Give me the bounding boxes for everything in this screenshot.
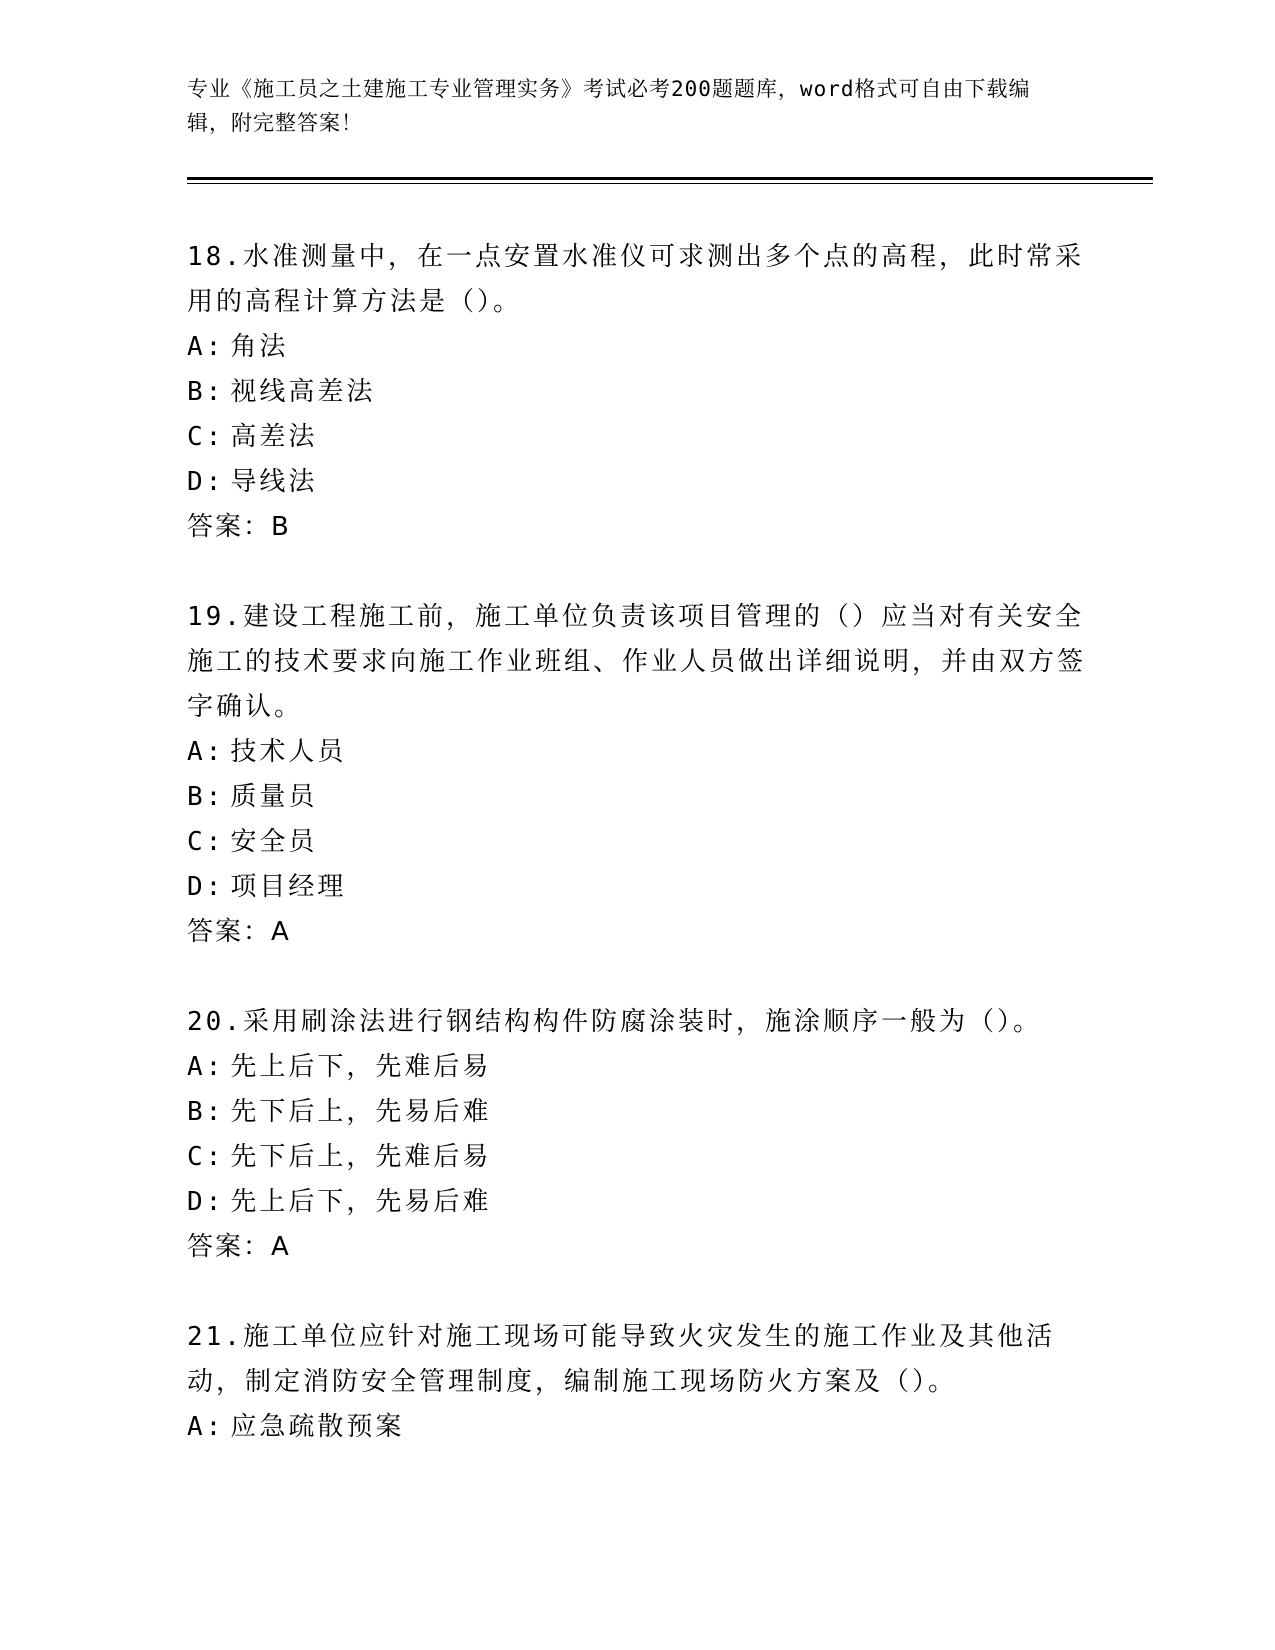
option-letter: A	[187, 1052, 206, 1082]
option-text: 技术人员	[230, 737, 347, 767]
option-letter: A	[187, 1412, 206, 1442]
option-d	[187, 865, 1087, 910]
option-separator: :	[205, 377, 225, 407]
answer-value: A	[271, 1232, 291, 1262]
question-list	[187, 235, 1087, 1495]
option-separator: :	[205, 1412, 225, 1442]
question-stem	[187, 595, 1087, 730]
option-text: 视线高差法	[230, 377, 376, 407]
option-separator: :	[205, 782, 225, 812]
option-separator: :	[205, 737, 225, 767]
option-letter: D	[187, 467, 206, 497]
option-b	[187, 775, 1087, 820]
option-letter: D	[187, 872, 206, 902]
option-a	[187, 325, 1087, 370]
option-text: 先下后上，先易后难	[230, 1097, 492, 1127]
option-a	[187, 730, 1087, 775]
option-text: 先上后下，先易后难	[230, 1187, 492, 1217]
question-stem	[187, 1000, 1087, 1045]
question-text: 施工单位应针对施工现场可能导致火灾发生的施工作业及其他活动，制定消防安全管理制度，编制施工现场防火方案及（）。	[187, 1322, 1055, 1397]
option-d	[187, 1180, 1087, 1225]
question-text: 建设工程施工前，施工单位负责该项目管理的（）应当对有关安全施工的技术要求向施工作业班组、作业人员做出详细说明，并由双方签字确认。	[187, 602, 1087, 722]
question-20	[187, 1000, 1087, 1270]
question-21	[187, 1315, 1087, 1450]
option-text: 质量员	[230, 782, 318, 812]
option-letter: D	[187, 1187, 206, 1217]
option-d	[187, 460, 1087, 505]
option-text: 先下后上，先难后易	[230, 1142, 492, 1172]
option-separator: :	[205, 827, 225, 857]
answer-line	[187, 505, 1087, 550]
option-text: 角法	[230, 332, 289, 362]
option-c	[187, 415, 1087, 460]
option-letter: B	[187, 782, 206, 812]
question-18	[187, 235, 1087, 550]
option-text: 项目经理	[230, 872, 347, 902]
option-separator: :	[205, 1097, 225, 1127]
document-header: 专业《施工员之土建施工专业管理实务》考试必考200题题库，word格式可自由下载编辑，附完整答案！	[187, 77, 1031, 135]
option-c	[187, 820, 1087, 865]
answer-value: B	[271, 512, 291, 542]
question-number: 21.	[187, 1322, 243, 1352]
answer-label: 答案：	[187, 1232, 272, 1262]
question-stem	[187, 1315, 1087, 1405]
option-a	[187, 1045, 1087, 1090]
option-separator: :	[205, 422, 225, 452]
option-text: 先上后下，先难后易	[230, 1052, 492, 1082]
option-letter: A	[187, 332, 206, 362]
option-letter: C	[187, 422, 206, 452]
option-a	[187, 1405, 1087, 1450]
question-number: 18.	[187, 242, 243, 272]
option-separator: :	[205, 1052, 225, 1082]
option-letter: C	[187, 1142, 206, 1172]
header-divider-thick	[187, 177, 1153, 180]
question-number: 20.	[187, 1007, 243, 1037]
question-stem	[187, 235, 1087, 325]
answer-label: 答案：	[187, 917, 272, 947]
option-separator: :	[205, 467, 225, 497]
question-19	[187, 595, 1087, 955]
option-text: 应急疏散预案	[230, 1412, 405, 1442]
option-letter: B	[187, 377, 206, 407]
option-c	[187, 1135, 1087, 1180]
option-separator: :	[205, 1187, 225, 1217]
option-letter: A	[187, 737, 206, 767]
question-number: 19.	[187, 602, 243, 632]
option-text: 安全员	[230, 827, 318, 857]
option-text: 高差法	[230, 422, 318, 452]
option-separator: :	[205, 872, 225, 902]
answer-line	[187, 910, 1087, 955]
option-text: 导线法	[230, 467, 318, 497]
option-b	[187, 1090, 1087, 1135]
header-divider-thin	[187, 183, 1153, 184]
answer-line	[187, 1225, 1087, 1270]
option-letter: C	[187, 827, 206, 857]
question-text: 水准测量中，在一点安置水准仪可求测出多个点的高程，此时常采用的高程计算方法是（）。	[187, 242, 1084, 317]
option-b	[187, 370, 1087, 415]
option-letter: B	[187, 1097, 206, 1127]
option-separator: :	[205, 1142, 225, 1172]
question-text: 采用刷涂法进行钢结构构件防腐涂装时，施涂顺序一般为（）。	[242, 1007, 1042, 1037]
answer-label: 答案：	[187, 512, 272, 542]
option-separator: :	[205, 332, 225, 362]
answer-value: A	[271, 917, 291, 947]
